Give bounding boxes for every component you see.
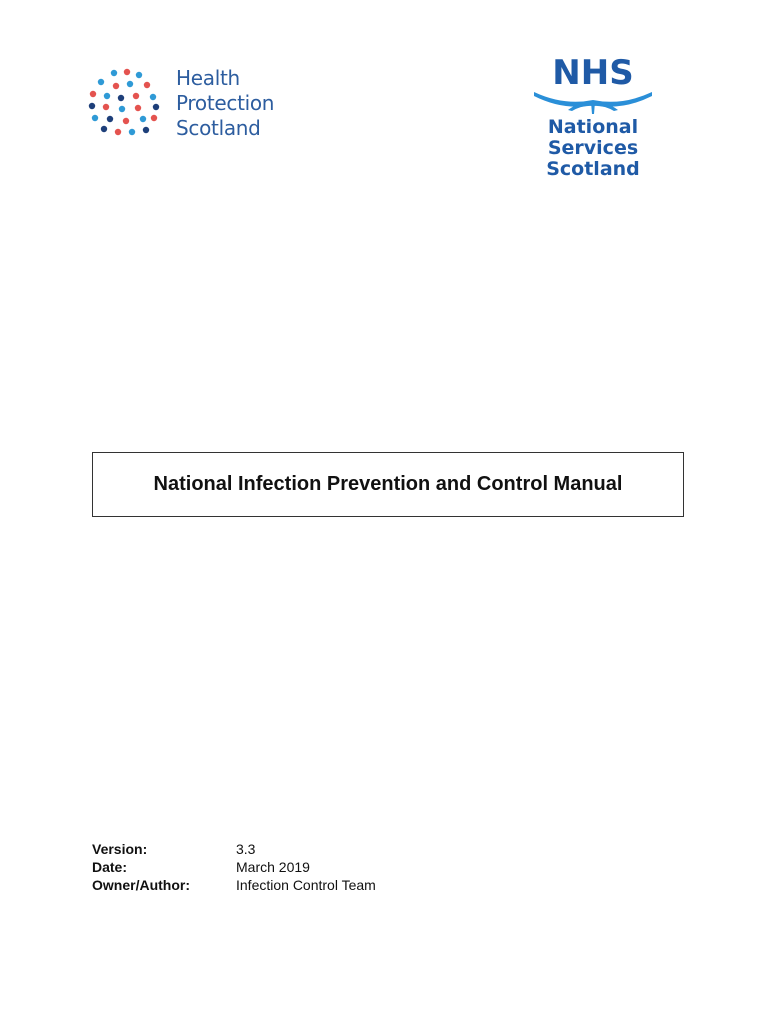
nss-line-national: National [547, 116, 639, 138]
nss-line-services: Services [547, 137, 639, 159]
metadata-label: Owner/Author: [92, 877, 190, 893]
nss-line-scotland: Scotland [546, 158, 640, 180]
nhs-national-services-scotland-logo [528, 54, 658, 184]
health-protection-scotland-logo [86, 64, 286, 144]
metadata-label: Date: [92, 859, 128, 875]
metadata-label: Version: [92, 841, 148, 857]
document-metadata [92, 840, 376, 894]
nhs-mark-text: NHS [552, 54, 634, 93]
document-title: National Infection Prevention and Control Manual [153, 473, 623, 495]
hps-wordmark [176, 66, 274, 141]
metadata-row-version [92, 840, 376, 858]
hps-dot-pattern-icon [86, 64, 168, 144]
document-title-box [92, 452, 684, 517]
hps-line-scotland: Scotland [176, 116, 261, 140]
hps-line-health: Health [176, 66, 240, 90]
nss-wordmark [528, 117, 658, 180]
metadata-value: March 2019 [236, 859, 310, 875]
metadata-value: 3.3 [236, 841, 256, 857]
metadata-row-owner [92, 876, 376, 894]
hps-line-protection: Protection [176, 91, 275, 115]
metadata-value: Infection Control Team [236, 877, 376, 893]
metadata-row-date [92, 858, 376, 876]
nhs-saltire-icon [528, 54, 658, 116]
